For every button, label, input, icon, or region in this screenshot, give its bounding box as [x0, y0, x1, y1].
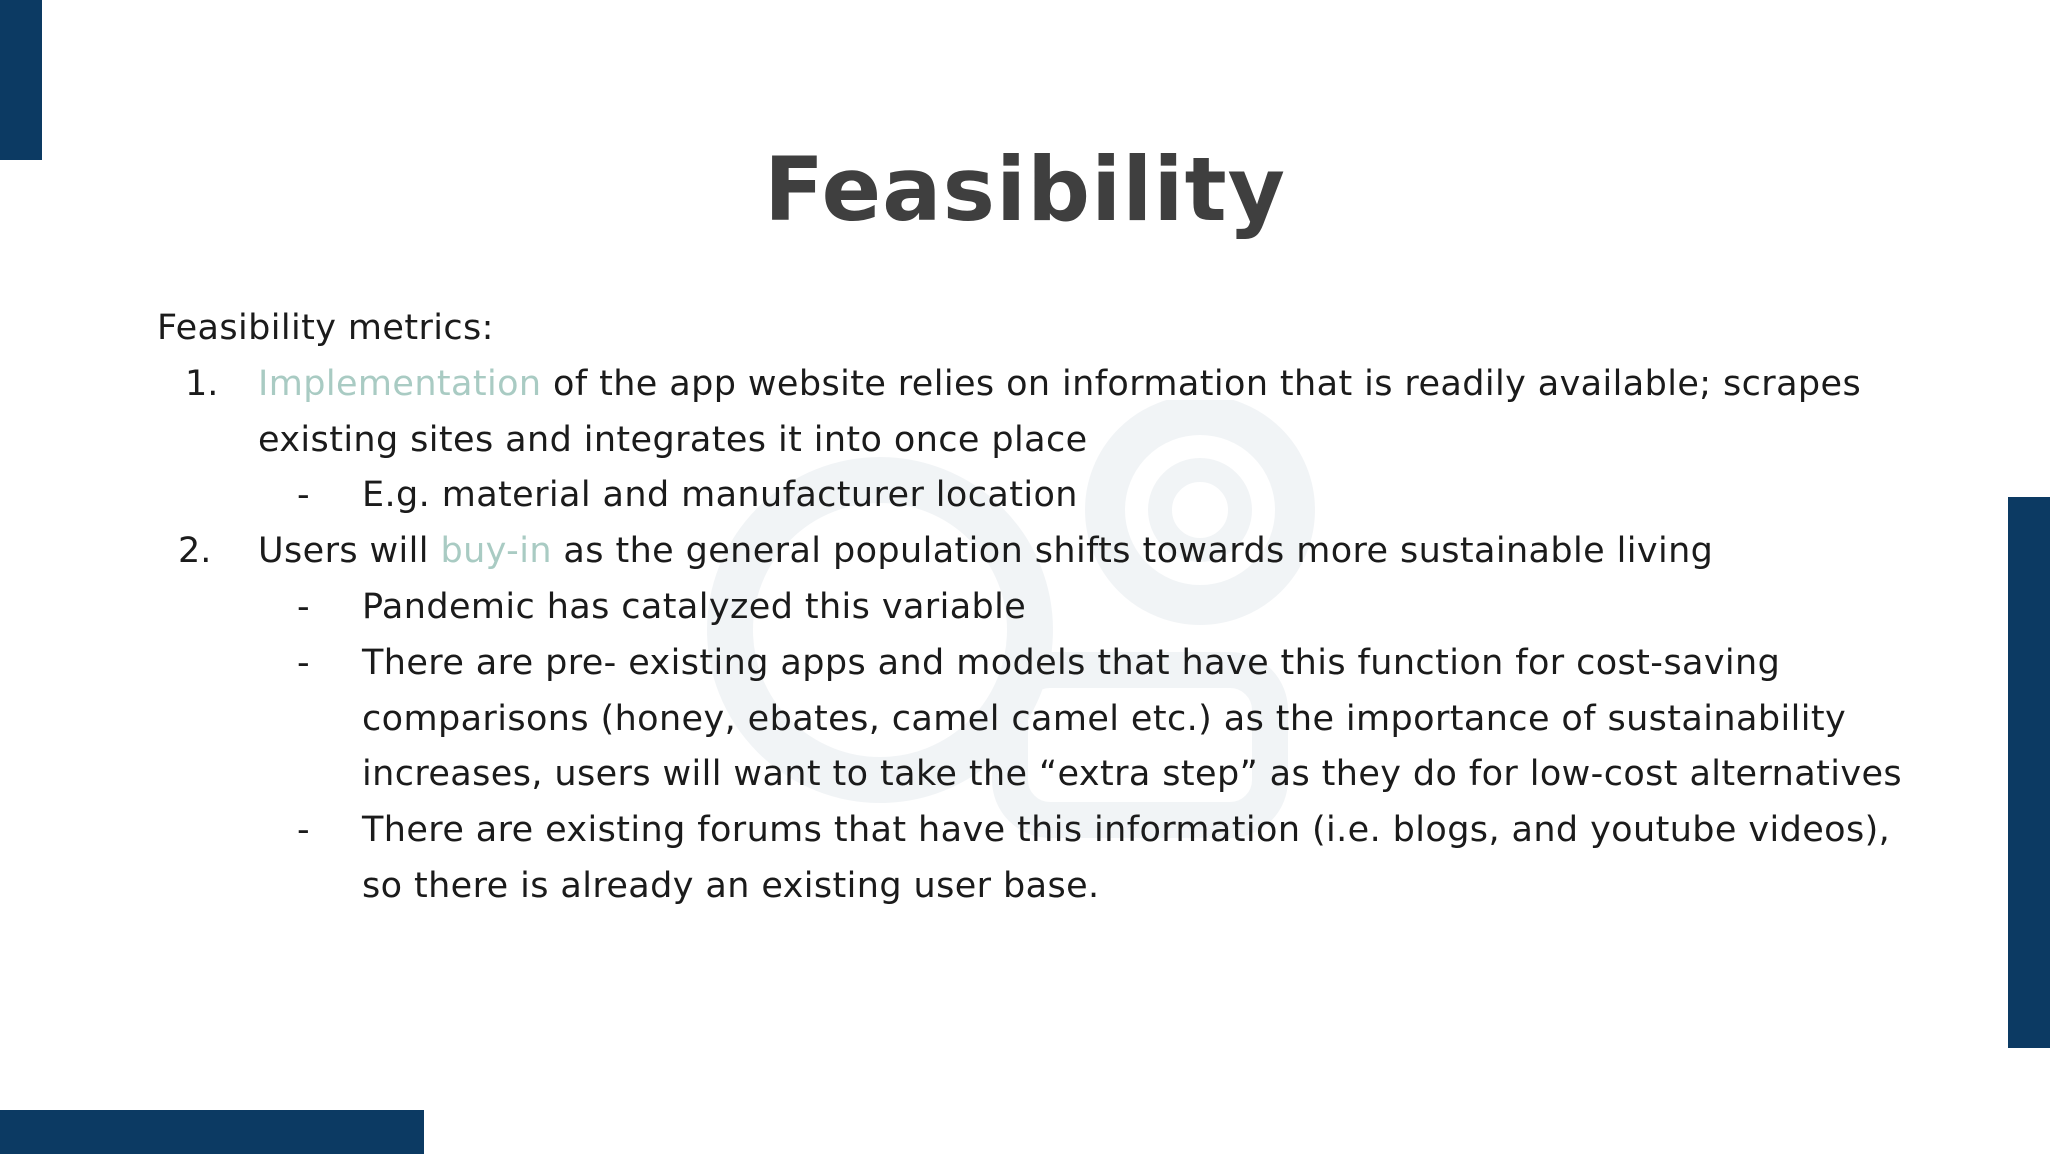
sub-bullet-text-continued: so there is already an existing user base. [362, 866, 1100, 906]
sub-bullet-dash: - [297, 643, 310, 683]
sub-bullet-dash: - [297, 810, 310, 850]
list-item-text-rest: as the general population shifts towards more sustainable living [551, 531, 1714, 571]
sub-bullet-dash: - [297, 475, 310, 515]
intro-text: Feasibility metrics: [157, 308, 494, 348]
sub-bullet-text: E.g. material and manufacturer location [362, 475, 1078, 515]
sub-bullet-dash: - [297, 587, 310, 627]
sub-bullet-text-continued: comparisons (honey, ebates, camel camel etc.) as the importance of sustainability [362, 699, 1847, 739]
list-item-text [258, 362, 1861, 406]
sub-bullet-text: There are existing forums that have this information (i.e. blogs, and youtube videos), [362, 810, 1891, 850]
sub-bullet-text: Pandemic has catalyzed this variable [362, 587, 1027, 627]
list-item-number: 1. [185, 364, 219, 404]
highlight-word: buy-in [440, 531, 552, 571]
list-item-text-continued: existing sites and integrates it into once place [258, 420, 1088, 460]
sub-bullet-text-continued: increases, users will want to take the “extra step” as they do for low-cost alternatives [362, 754, 1903, 794]
list-item-text-rest: of the app website relies on information that is readily available; scrapes [541, 364, 1862, 404]
list-item-number: 2. [178, 531, 212, 571]
highlight-word: Implementation [258, 364, 542, 404]
list-item-text [258, 529, 1713, 573]
list-item-text-start: Users will [258, 531, 441, 571]
sub-bullet-text: There are pre- existing apps and models that have this function for cost-saving [362, 643, 1781, 683]
page-title: Feasibility [763, 138, 1287, 241]
